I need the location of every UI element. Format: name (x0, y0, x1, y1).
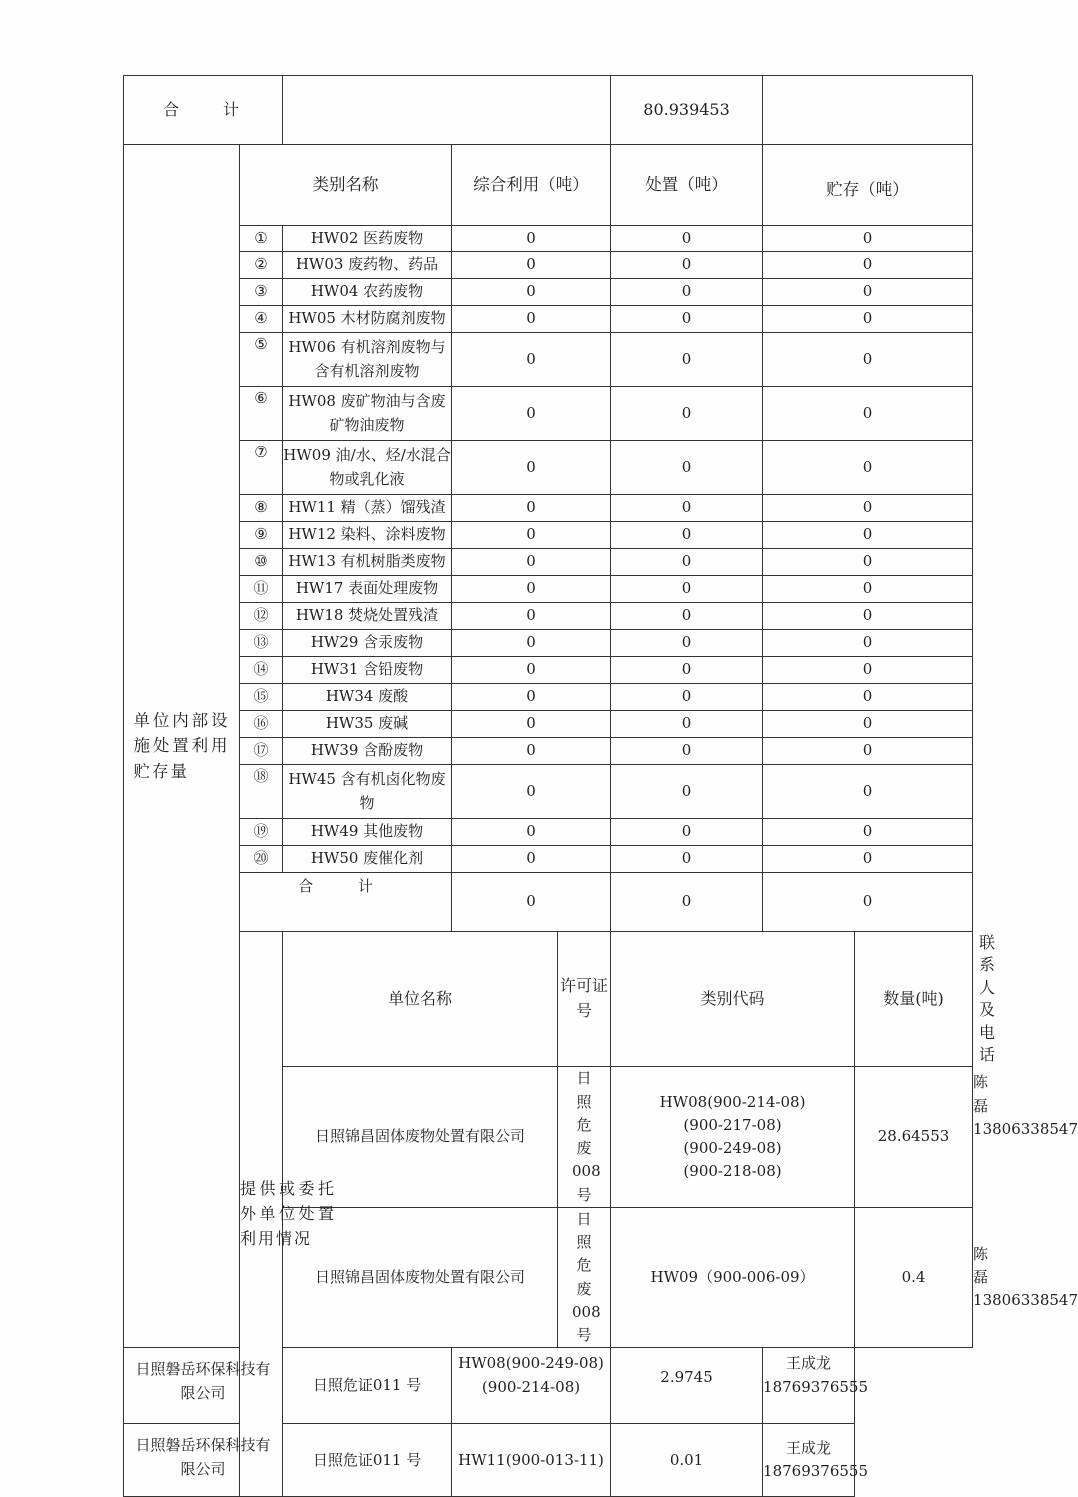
store-value: 0 (763, 279, 973, 306)
utilize-value: 0 (452, 711, 611, 738)
table-row (124, 630, 973, 657)
row-number: ⑳ (240, 846, 283, 873)
dispose-value: 0 (611, 711, 763, 738)
store-value: 0 (763, 306, 973, 333)
license-number: 日照危废008 号 (558, 1067, 611, 1208)
row-number: ⑮ (240, 684, 283, 711)
store-value: 0 (763, 441, 973, 495)
contact-info: 王成龙 18769376555 (763, 1424, 855, 1497)
category-name: HW06 有机溶剂废物与含有机溶剂废物 (283, 333, 452, 387)
header-dispose: 处置（吨） (611, 145, 763, 226)
table-row (124, 226, 973, 252)
row-number: ⑦ (240, 441, 283, 495)
table-row (124, 549, 973, 576)
store-value: 0 (763, 657, 973, 684)
row-number: ⑱ (240, 765, 283, 819)
table-row (124, 819, 973, 846)
utilize-value: 0 (452, 306, 611, 333)
dispose-value: 0 (611, 441, 763, 495)
quantity-value: 28.64553 (855, 1067, 973, 1208)
dispose-value: 0 (611, 738, 763, 765)
table-row (124, 657, 973, 684)
waste-report-table (123, 75, 1078, 1497)
utilize-value: 0 (452, 630, 611, 657)
row-number: ⑤ (240, 333, 283, 387)
category-name: HW45 含有机卤化物废物 (283, 765, 452, 819)
row-number: ⑨ (240, 522, 283, 549)
category-code: HW09（900-006-09） (611, 1207, 855, 1348)
row-number: ⑩ (240, 549, 283, 576)
category-name: HW12 染料、涂料废物 (283, 522, 452, 549)
dispose-value: 0 (611, 765, 763, 819)
dispose-value: 0 (611, 630, 763, 657)
category-code: HW11(900-013-11) (452, 1424, 611, 1497)
dispose-value: 0 (611, 306, 763, 333)
dispose-value: 0 (611, 846, 763, 873)
category-name: HW04 农药废物 (283, 279, 452, 306)
license-number: 日照危废008 号 (558, 1207, 611, 1348)
utilize-value: 0 (452, 252, 611, 279)
internal-total-row (124, 873, 973, 932)
dispose-value: 0 (611, 333, 763, 387)
utilize-value: 0 (452, 576, 611, 603)
table-row (124, 441, 973, 495)
store-value: 0 (763, 684, 973, 711)
utilize-value: 0 (452, 549, 611, 576)
dispose-value: 0 (611, 576, 763, 603)
category-name: HW09 油/水、烃/水混合物或乳化液 (283, 441, 452, 495)
utilize-value: 0 (452, 603, 611, 630)
external-header-row: 提供或委托外单位处置利用情况 单位名称 许可证号 类别代码 数量(吨) 联系人及电话 (124, 932, 973, 1067)
table-row (124, 684, 973, 711)
header-category: 类别名称 (240, 145, 452, 226)
header-code: 类别代码 (611, 932, 855, 1067)
utilize-value: 0 (452, 226, 611, 252)
dispose-value: 0 (611, 279, 763, 306)
row-number: ⑭ (240, 657, 283, 684)
external-section-label: 提供或委托外单位处置利用情况 (240, 932, 283, 1497)
utilize-value: 0 (452, 738, 611, 765)
total-utilize: 0 (452, 873, 611, 932)
table-row (124, 306, 973, 333)
table-row (124, 333, 973, 387)
store-value: 0 (763, 576, 973, 603)
row-number: ① (240, 226, 283, 252)
utilize-value: 0 (452, 495, 611, 522)
table-row (124, 387, 973, 441)
internal-header-row (124, 145, 973, 226)
summary-row (124, 76, 973, 145)
store-value: 0 (763, 387, 973, 441)
contact-info: 王成龙 18769376555 (763, 1348, 855, 1424)
row-number: ⑪ (240, 576, 283, 603)
table-row (124, 1424, 973, 1497)
total-dispose: 0 (611, 873, 763, 932)
utilize-value: 0 (452, 279, 611, 306)
table-row (124, 765, 973, 819)
dispose-value: 0 (611, 226, 763, 252)
category-code: HW08(900-249-08) (900-214-08) (452, 1348, 611, 1424)
table-row: 日照锦昌固体废物处置有限公司 日照危废008 号 HW09（900-006-09） 0.4 陈磊 13806338547 (124, 1207, 973, 1348)
store-value: 0 (763, 495, 973, 522)
unit-name: 日照磐岳环保科技有限公司 (124, 1424, 283, 1497)
unit-name: 日照磐岳环保科技有限公司 (124, 1348, 283, 1424)
utilize-value: 0 (452, 441, 611, 495)
header-unit: 单位名称 (283, 932, 558, 1067)
dispose-value: 0 (611, 819, 763, 846)
store-value: 0 (763, 711, 973, 738)
row-number: ⑰ (240, 738, 283, 765)
dispose-value: 0 (611, 522, 763, 549)
dispose-value: 0 (611, 603, 763, 630)
category-name: HW18 焚烧处置残渣 (283, 603, 452, 630)
store-value: 0 (763, 549, 973, 576)
header-qty: 数量(吨) (855, 932, 973, 1067)
category-name: HW29 含汞废物 (283, 630, 452, 657)
utilize-value: 0 (452, 387, 611, 441)
license-number: 日照危证011 号 (283, 1424, 452, 1497)
utilize-value: 0 (452, 684, 611, 711)
store-value: 0 (763, 603, 973, 630)
row-number: ⑥ (240, 387, 283, 441)
category-name: HW05 木材防腐剂废物 (283, 306, 452, 333)
category-name: HW35 废碱 (283, 711, 452, 738)
quantity-value: 0.01 (611, 1424, 763, 1497)
table-row: 日照锦昌固体废物处置有限公司 日照危废008 号 HW08(900-214-08) (900-217-08) (900-249-08) (900-218-08) 28.64553 陈磊 13806338547 (124, 1067, 973, 1208)
summary-empty-cell (283, 76, 611, 145)
unit-name: 日照锦昌固体废物处置有限公司 (283, 1067, 558, 1208)
total-store: 0 (763, 873, 973, 932)
utilize-value: 0 (452, 657, 611, 684)
header-license: 许可证号 (558, 932, 611, 1067)
category-name: HW13 有机树脂类废物 (283, 549, 452, 576)
table-row (124, 603, 973, 630)
category-name: HW03 废药物、药品 (283, 252, 452, 279)
quantity-value: 2.9745 (611, 1348, 763, 1424)
category-name: HW50 废催化剂 (283, 846, 452, 873)
utilize-value: 0 (452, 522, 611, 549)
table-row (124, 495, 973, 522)
table-row (124, 711, 973, 738)
unit-name: 日照锦昌固体废物处置有限公司 (283, 1207, 558, 1348)
table-row (124, 1348, 973, 1424)
dispose-value: 0 (611, 657, 763, 684)
dispose-value: 0 (611, 549, 763, 576)
license-number: 日照危证011 号 (283, 1348, 452, 1424)
row-number: ② (240, 252, 283, 279)
category-code: HW08(900-214-08) (900-217-08) (900-249-08) (900-218-08) (611, 1067, 855, 1208)
dispose-value: 0 (611, 684, 763, 711)
store-value: 0 (763, 226, 973, 252)
category-name: HW08 废矿物油与含废矿物油废物 (283, 387, 452, 441)
summary-value: 80.939453 (611, 76, 763, 145)
category-name: HW49 其他废物 (283, 819, 452, 846)
store-value: 0 (763, 846, 973, 873)
quantity-value: 0.4 (855, 1207, 973, 1348)
row-number: ⑧ (240, 495, 283, 522)
internal-total-label: 合 计 (240, 873, 452, 932)
table-row (124, 738, 973, 765)
utilize-value: 0 (452, 333, 611, 387)
row-number: ④ (240, 306, 283, 333)
store-value: 0 (763, 522, 973, 549)
summary-empty-cell-2 (763, 76, 973, 145)
utilize-value: 0 (452, 819, 611, 846)
store-value: 0 (763, 738, 973, 765)
row-number: ③ (240, 279, 283, 306)
store-value: 0 (763, 252, 973, 279)
table-row (124, 522, 973, 549)
summary-label: 合 计 (124, 76, 283, 145)
utilize-value: 0 (452, 846, 611, 873)
table-row (124, 576, 973, 603)
row-number: ⑲ (240, 819, 283, 846)
category-name: HW39 含酚废物 (283, 738, 452, 765)
dispose-value: 0 (611, 495, 763, 522)
row-number: ⑬ (240, 630, 283, 657)
internal-section-label: 单位内部设施处置利用贮存量 (124, 145, 240, 1348)
header-store: 贮存（吨） (763, 145, 973, 226)
store-value: 0 (763, 819, 973, 846)
store-value: 0 (763, 765, 973, 819)
category-name: HW34 废酸 (283, 684, 452, 711)
store-value: 0 (763, 333, 973, 387)
header-utilize: 综合利用（吨） (452, 145, 611, 226)
dispose-value: 0 (611, 252, 763, 279)
table-row (124, 846, 973, 873)
category-name: HW31 含铅废物 (283, 657, 452, 684)
utilize-value: 0 (452, 765, 611, 819)
table-row (124, 279, 973, 306)
category-name: HW11 精（蒸）馏残渣 (283, 495, 452, 522)
row-number: ⑫ (240, 603, 283, 630)
row-number: ⑯ (240, 711, 283, 738)
category-name: HW02 医药废物 (283, 226, 452, 252)
table-row (124, 252, 973, 279)
category-name: HW17 表面处理废物 (283, 576, 452, 603)
store-value: 0 (763, 630, 973, 657)
dispose-value: 0 (611, 387, 763, 441)
